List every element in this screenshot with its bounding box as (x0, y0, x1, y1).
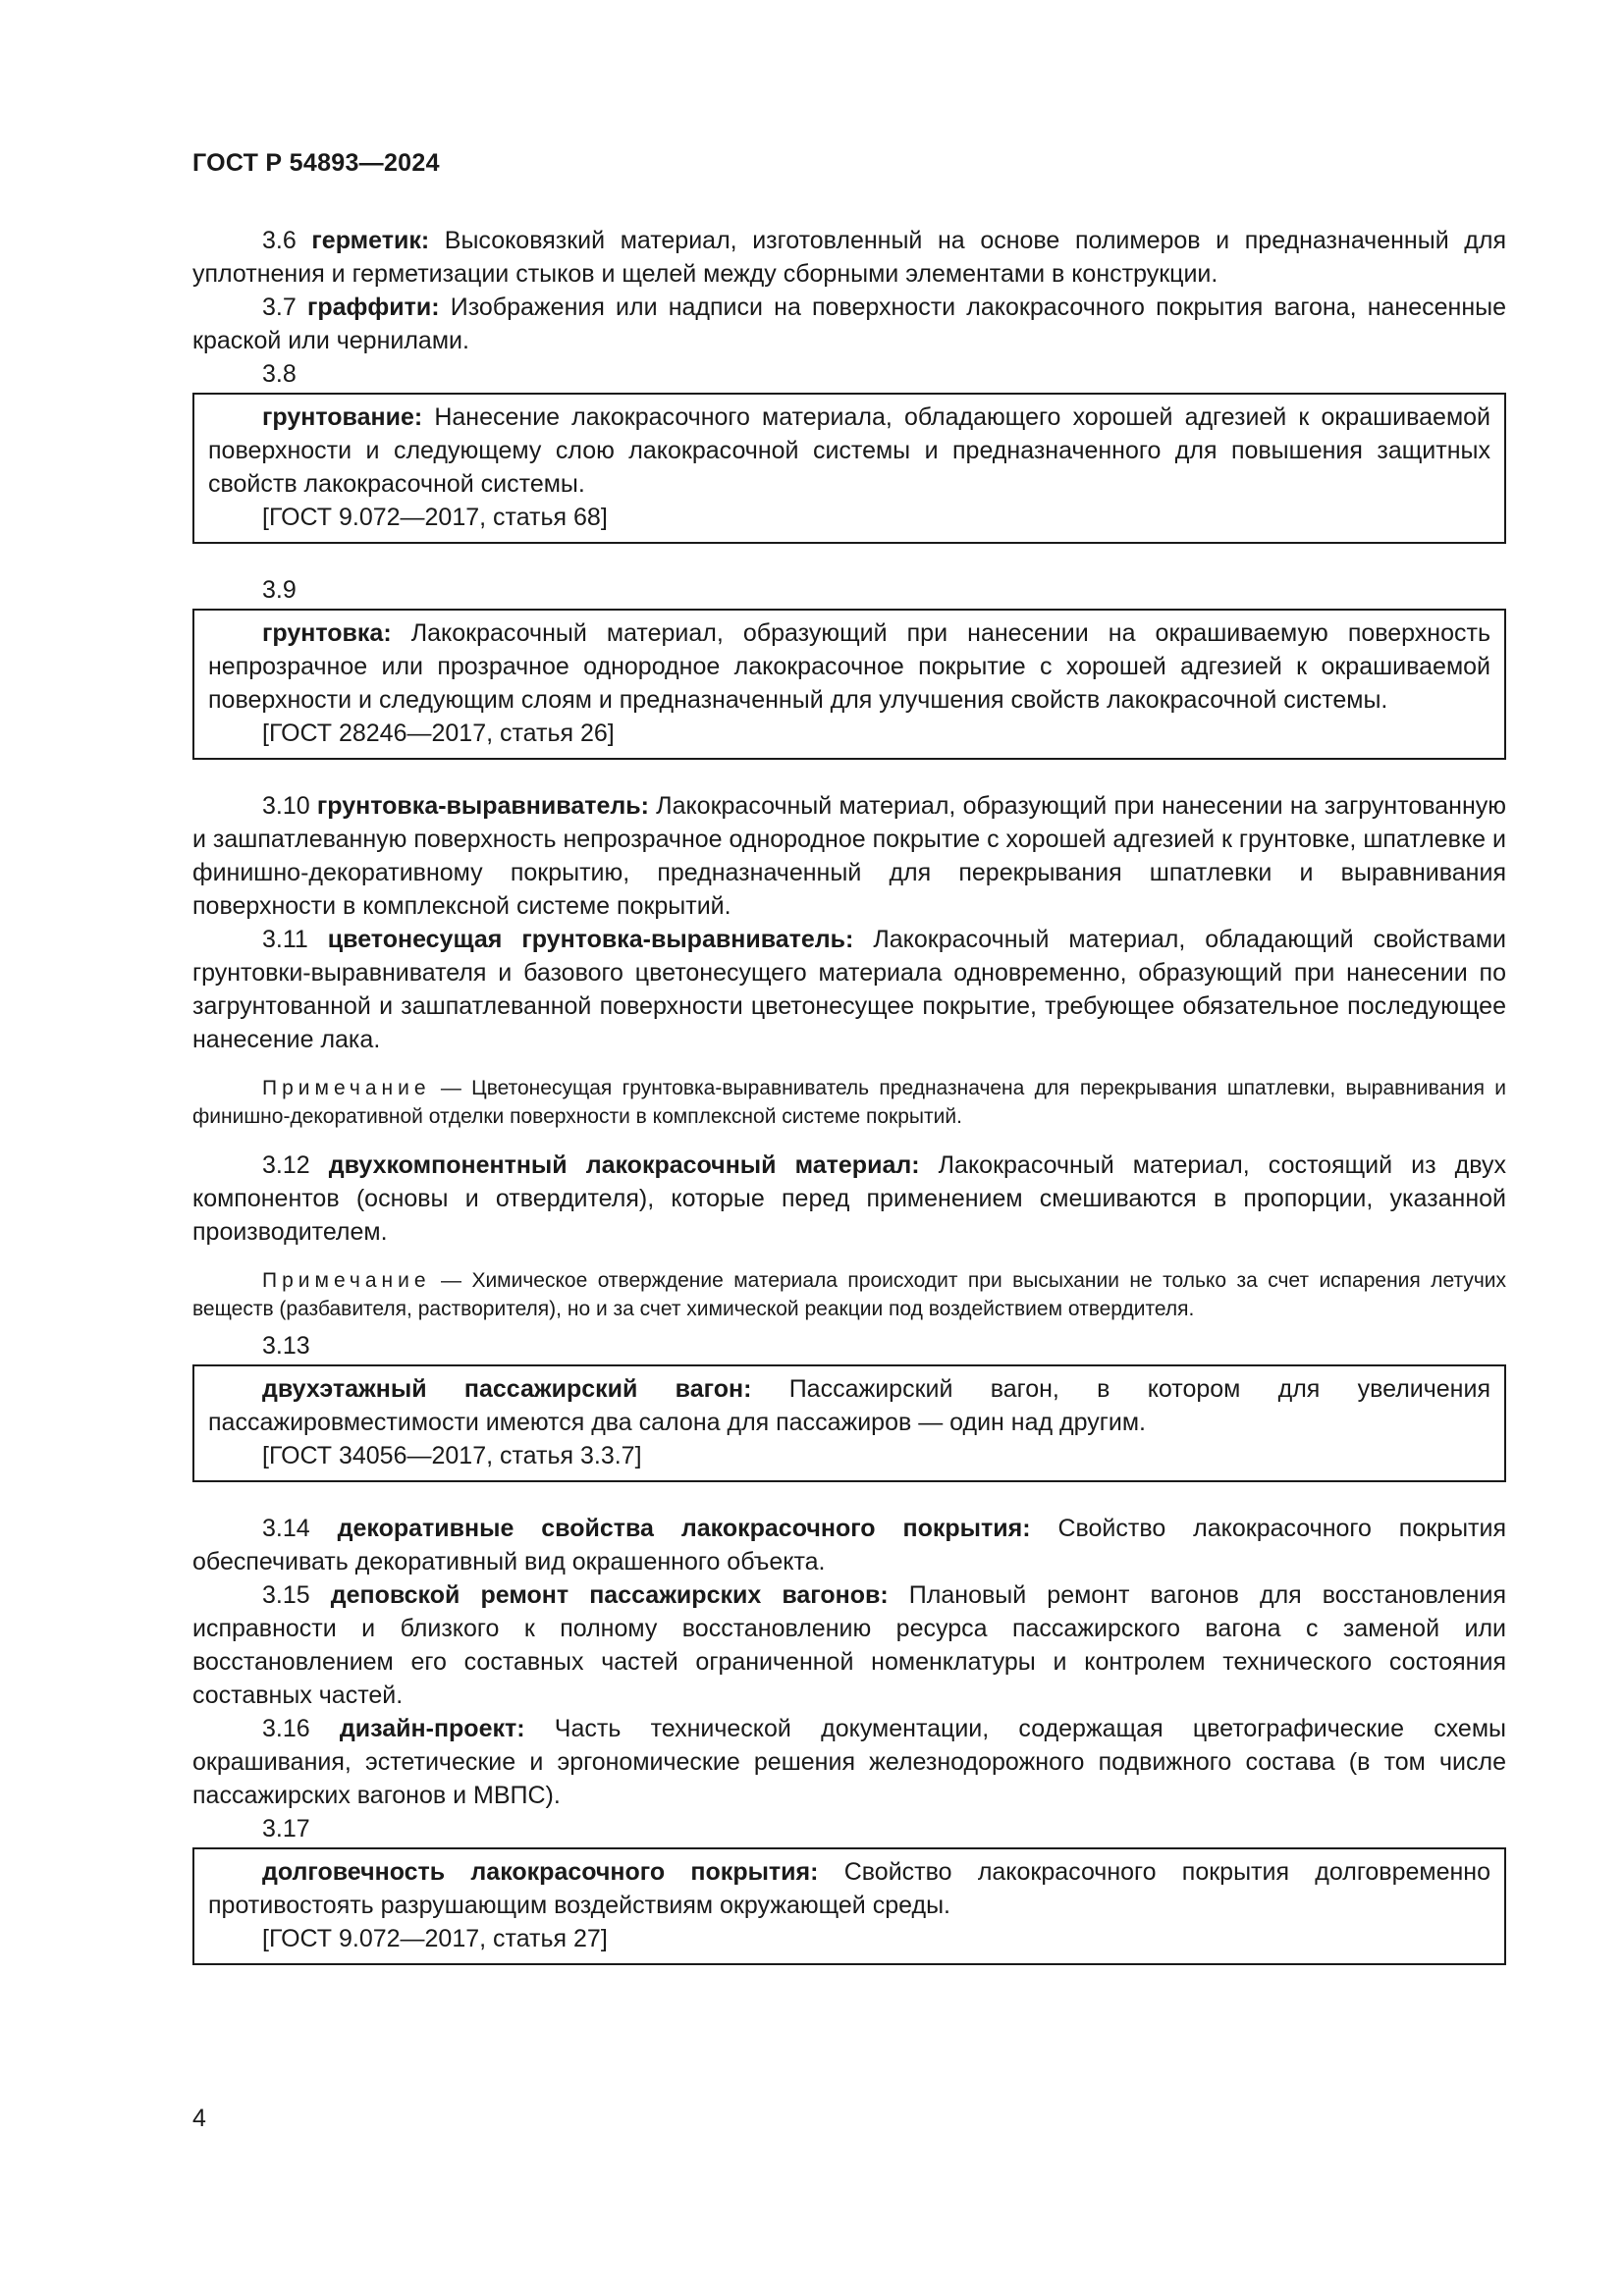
term-3-13-box (192, 1364, 1506, 1482)
term-3-15: 3.15 деповской ремонт пассажирских вагонов: Плановый ремонт вагонов для восстановления исправности и близкого к полному восстановлению ресурса пассажирского вагона с заменой или восстановлением его составных частей ограниченной номенклатуры и контролем технического состояния составных частей. (192, 1581, 1506, 1709)
term-name: долговечность лакокрасочного покрытия: (262, 1858, 819, 1886)
term-3-13-number: 3.13 (262, 1332, 310, 1360)
term-3-10: 3.10 грунтовка-выравниватель: Лакокрасочный материал, образующий при нанесении на загрунтованную и зашпатлеванную поверхность непрозрачное однородное покрытие с хорошей адгезией к грунтовке, шпатлевке и финишно-декоративному покрытию, предназначенный для перекрывания шпатлевки и выравнивания поверхности в комплексной системе покрытий. (192, 792, 1506, 920)
note-text: — Химическое отверждение материала происходит при высыхании не только за счет испарения летучих веществ (разбавителя, растворителя), но и за счет химической реакции под воздействием отвердителя. (192, 1269, 1506, 1320)
term-3-17-box (192, 1847, 1506, 1965)
term-definition: Плановый ремонт вагонов для восстановления исправности и близкого к полному восстановлению ресурса пассажирского вагона с заменой или восстановлением его составных частей ограниченной номенклатуры и контролем технического состояния составных частей. (192, 1581, 1506, 1709)
term-definition: Лакокрасочный материал, состоящий из двух компонентов (основы и отвердителя), которые перед применением смешиваются в пропорции, указанной производителем. (192, 1151, 1506, 1246)
term-name: дизайн-проект: (339, 1715, 525, 1742)
term-name: двухкомпонентный лакокрасочный материал: (328, 1151, 920, 1179)
term-definition: Пассажирский вагон, в котором для увеличения пассажировместимости имеются два салона для пассажиров — один над другим. (208, 1375, 1490, 1436)
term-name: деповской ремонт пассажирских вагонов: (330, 1581, 889, 1609)
term-definition: Изображения или надписи на поверхности лакокрасочного покрытия вагона, нанесенные краской или чернилами. (192, 294, 1506, 354)
term-3-9-number: 3.9 (262, 576, 297, 604)
term-3-13 (208, 1372, 1490, 1439)
term-3-8-box (192, 393, 1506, 544)
term-name: двухэтажный пассажирский вагон: (262, 1375, 752, 1403)
term-3-14: 3.14 декоративные свойства лакокрасочного покрытия: Свойство лакокрасочного покрытия обеспечивать декоративный вид окрашенного объекта. (192, 1515, 1507, 1575)
term-3-17 (208, 1855, 1490, 1922)
page-number: 4 (192, 2105, 206, 2132)
term-definition: Лакокрасочный материал, обладающий свойствами грунтовки-выравнивателя и базового цветонесущего материала одновременно, образующий при нанесении по загрунтованной и зашпатлеванной поверхности цветонесущее покрытие, требующее обязательное последующее нанесение лака. (192, 926, 1506, 1053)
term-name: герметик: (311, 227, 430, 254)
term-name: грунтование: (262, 403, 423, 431)
term-definition: Лакокрасочный материал, образующий при нанесении на загрунтованную и зашпатлеванную поверхность непрозрачное однородное покрытие с хорошей адгезией к грунтовке, шпатлевке и финишно-декоративному покрытию, предназначенный для перекрывания шпатлевки и выравнивания поверхности в комплексной системе покрытий. (192, 792, 1506, 920)
term-name: грунтовка: (262, 619, 392, 647)
term-definition: Свойство лакокрасочного покрытия долговременно противостоять разрушающим воздействиям окружающей среды. (208, 1858, 1490, 1919)
term-definition: Нанесение лакокрасочного материала, обладающего хорошей адгезией к окрашиваемой поверхности и следующему слою лакокрасочной системы и предназначенного для повышения защитных свойств лакокрасочной системы. (208, 403, 1490, 498)
term-3-8-number: 3.8 (262, 360, 297, 388)
note-label: Примечание (262, 1269, 431, 1292)
term-3-12: 3.12 двухкомпонентный лакокрасочный материал: Лакокрасочный материал, состоящий из двух компонентов (основы и отвердителя), которые перед применением смешиваются в пропорции, указанной производителем. (192, 1151, 1506, 1246)
term-3-6: 3.6 герметик: Высоковязкий материал, изготовленный на основе полимеров и предназначенный для уплотнения и герметизации стыков и щелей между сборными элементами в конструкции. (192, 227, 1506, 288)
term-3-8-reference: [ГОСТ 9.072—2017, статья 68] (262, 504, 608, 531)
term-name: цветонесущая грунтовка-выравниватель: (327, 926, 854, 953)
term-definition: Свойство лакокрасочного покрытия обеспечивать декоративный вид окрашенного объекта. (192, 1515, 1507, 1575)
term-3-9-box (192, 609, 1506, 760)
note-label: Примечание (262, 1077, 431, 1099)
term-3-13-reference: [ГОСТ 34056—2017, статья 3.3.7] (262, 1442, 642, 1469)
term-name: декоративные свойства лакокрасочного покрытия: (337, 1515, 1031, 1542)
term-3-11: 3.11 цветонесущая грунтовка-выравниватель: Лакокрасочный материал, обладающий свойствами грунтовки-выравнивателя и базового цветонесущего материала одновременно, образующий при нанесении по загрунтованной и зашпатлеванной поверхности цветонесущее покрытие, требующее обязательное последующее нанесение лака. (192, 926, 1506, 1053)
document-header: ГОСТ Р 54893—2024 (192, 149, 440, 177)
term-name: грунтовка-выравниватель: (316, 792, 649, 820)
term-3-11-note (192, 1074, 1506, 1131)
term-definition: Лакокрасочный материал, образующий при нанесении на окрашиваемую поверхность непрозрачное или прозрачное однородное лакокрасочное покрытие с хорошей адгезией к окрашиваемой поверхности и следующим слоям и предназначенный для улучшения свойств лакокрасочной системы. (208, 619, 1490, 714)
term-definition: Часть технической документации, содержащая цветографические схемы окрашивания, эстетические и эргономические решения железнодорожного подвижного состава (в том числе пассажирских вагонов и МВПС). (192, 1715, 1506, 1809)
term-3-17-reference: [ГОСТ 9.072—2017, статья 27] (262, 1925, 608, 1952)
term-3-16: 3.16 дизайн-проект: Часть технической документации, содержащая цветографические схемы окрашивания, эстетические и эргономические решения железнодорожного подвижного состава (в том числе пассажирских вагонов и МВПС). (192, 1715, 1506, 1809)
term-3-12-note (192, 1266, 1506, 1323)
term-3-7: 3.7 граффити: Изображения или надписи на поверхности лакокрасочного покрытия вагона, нанесенные краской или чернилами. (192, 294, 1506, 354)
note-text: — Цветонесущая грунтовка-выравниватель предназначена для перекрывания шпатлевки, выравнивания и финишно-декоративной отделки поверхности в комплексной системе покрытий. (192, 1077, 1506, 1128)
terms-section (192, 224, 1506, 1965)
term-3-8 (208, 400, 1490, 501)
term-3-9 (208, 616, 1490, 717)
term-definition: Высоковязкий материал, изготовленный на основе полимеров и предназначенный для уплотнения и герметизации стыков и щелей между сборными элементами в конструкции. (192, 227, 1506, 288)
term-name: граффити: (306, 294, 440, 321)
term-3-9-reference: [ГОСТ 28246—2017, статья 26] (262, 720, 615, 747)
term-3-17-number: 3.17 (262, 1815, 310, 1842)
